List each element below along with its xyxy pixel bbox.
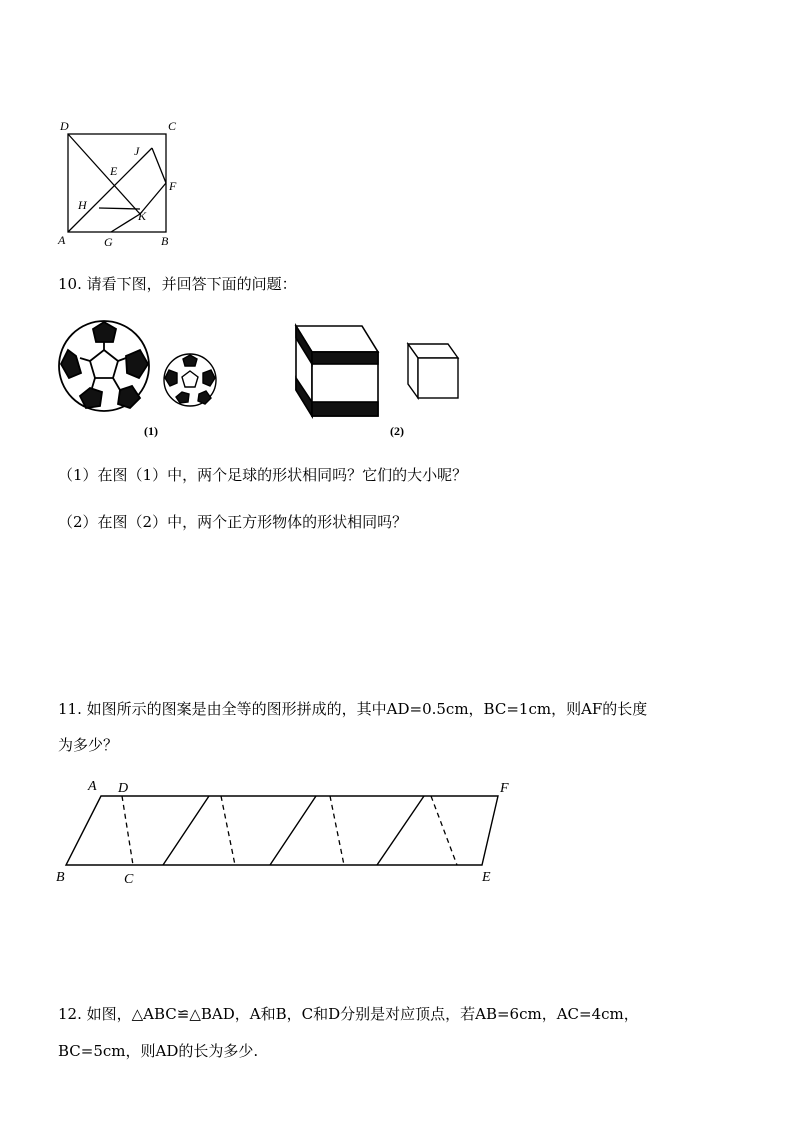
label-F: F: [169, 179, 177, 193]
label-E: E: [110, 164, 118, 178]
label-K: K: [138, 209, 147, 223]
question-text: 请看下图，并回答下面的问题：: [86, 275, 297, 293]
label-E: E: [482, 870, 491, 885]
label-C: C: [168, 119, 177, 133]
small-soccer-ball: [164, 354, 216, 406]
question-11-line-2: 为多少？: [58, 736, 119, 754]
question-12-line-2: BC=5cm，则AD的长为多少.: [58, 1042, 259, 1060]
label-F: F: [500, 781, 509, 796]
small-cube: [408, 344, 458, 398]
question-number: 11.: [58, 700, 82, 718]
figure-caption-1: (1): [144, 424, 158, 438]
question-12: [58, 1004, 639, 1024]
question-11: [58, 699, 647, 719]
soccer-balls-figure: [56, 318, 226, 448]
label-D: D: [60, 119, 69, 133]
label-A: A: [88, 779, 97, 794]
label-B: B: [161, 234, 169, 248]
large-cube: [296, 326, 378, 416]
figure-caption-2: (2): [390, 424, 404, 438]
label-G: G: [104, 235, 113, 249]
square-figure: [54, 118, 194, 253]
parallelogram-figure: [54, 772, 524, 892]
label-H: H: [78, 198, 87, 212]
question-text-line-1: 如图所示的图案是由全等的图形拼成的，其中AD=0.5cm，BC=1cm，则AF的长度: [86, 700, 648, 718]
label-J: J: [134, 144, 140, 158]
question-number: 10.: [58, 275, 82, 293]
cubes-figure: [290, 318, 470, 448]
label-B: B: [56, 870, 65, 885]
large-soccer-ball: [59, 321, 149, 411]
question-text-line-1: 如图，△ABC≌△BAD，A和B，C和D分别是对应顶点，若AB=6cm，AC=4cm，: [86, 1005, 639, 1023]
question-10-sub-1: （1）在图（1）中，两个足球的形状相同吗？它们的大小呢？: [58, 466, 468, 484]
label-C: C: [124, 872, 134, 887]
question-10-sub-2: （2）在图（2）中，两个正方形物体的形状相同吗？: [58, 513, 408, 531]
question-number: 12.: [58, 1005, 82, 1023]
question-10: [58, 274, 297, 294]
label-D: D: [118, 781, 129, 796]
label-A: A: [58, 233, 66, 247]
